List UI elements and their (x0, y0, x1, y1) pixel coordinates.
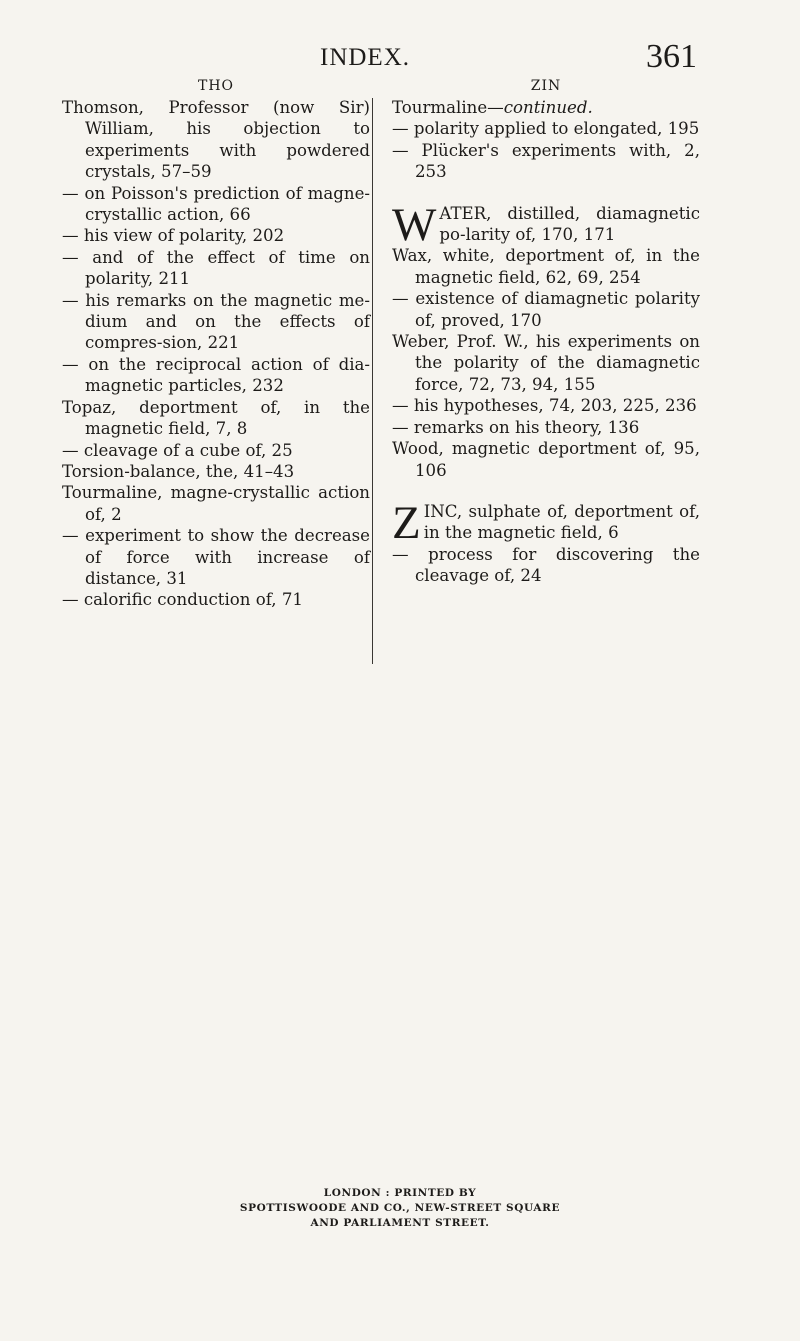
column-divider (372, 98, 373, 664)
entry-text: ATER, distilled, diamagnetic po-larity of, 170, 171 (439, 203, 700, 245)
left-column (62, 76, 370, 611)
index-entry: — cleavage of a cube of, 25 (62, 440, 293, 460)
index-entry: — remarks on his theory, 136 (392, 417, 640, 437)
imprint-line: LONDON : PRINTED BY (323, 1187, 477, 1199)
section-gap (392, 481, 700, 501)
index-entry: — existence of diamagnetic polarity of, proved, 170 (392, 289, 700, 330)
index-entry: — on Poisson's prediction of magne-crystallic action, 66 (62, 183, 370, 225)
continued-label: continued. (503, 98, 593, 117)
index-entry: Wax, white, deportment of, in the magnetic field, 62, 69, 254 (392, 246, 700, 287)
index-entry: Tourmaline, magne-crystallic action of, 2 (62, 483, 370, 524)
guide-word-left: THO (197, 78, 235, 94)
section-z-first-entry (392, 496, 700, 549)
index-entry: — on the reciprocal action of dia-magnetic particles, 232 (62, 354, 370, 396)
continued-entry-heading (392, 97, 700, 118)
index-entry: Torsion-balance, the, 41–43 (62, 461, 295, 481)
index-entry: — process for discovering the cleavage of, 24 (392, 544, 700, 586)
index-entry: — Plücker's experiments with, 2, 253 (392, 140, 700, 182)
index-entry: — his hypotheses, 74, 203, 225, 236 (392, 396, 697, 416)
running-title: INDEX. (320, 44, 411, 71)
index-entry: — calorific conduction of, 71 (62, 590, 303, 610)
section-w-first-entry (392, 198, 700, 251)
continued-term: Tourmaline— (392, 98, 504, 117)
entry-text: INC, sulphate of, deportment of, in the magnetic field, 6 (423, 501, 700, 543)
index-entry: Weber, Prof. W., his experiments on the polarity of the diamagnetic force, 72, 73, 94, 155 (392, 332, 700, 394)
index-entry: — his view of polarity, 202 (62, 226, 285, 246)
imprint-line: SPOTTISWOODE AND CO., NEW-STREET SQUARE (239, 1202, 561, 1214)
guide-word-right: ZIN (530, 78, 562, 94)
index-entry: Wood, magnetic deportment of, 95, 106 (392, 439, 700, 480)
printer-imprint (0, 1186, 800, 1231)
page-number: 361 (646, 38, 697, 75)
index-entry: Thomson, Professor (now Sir) William, his objection to experiments with powdered crystals, 57–59 (62, 98, 370, 182)
index-entry: — and of the effect of time on polarity, 211 (62, 247, 370, 289)
right-column (392, 76, 700, 587)
imprint-line: AND PARLIAMENT STREET. (310, 1217, 490, 1229)
running-head (0, 40, 800, 80)
drop-cap-w: W (392, 198, 437, 251)
section-gap (392, 183, 700, 203)
drop-cap-z: Z (392, 496, 421, 549)
index-entry: — experiment to show the decrease of force with increase of distance, 31 (62, 526, 370, 588)
index-entry: — polarity applied to elongated, 195 (392, 119, 700, 139)
index-entry: — his remarks on the magnetic me-dium and on the effects of compres-sion, 221 (62, 290, 370, 353)
index-entry: Topaz, deportment of, in the magnetic field, 7, 8 (62, 397, 370, 439)
